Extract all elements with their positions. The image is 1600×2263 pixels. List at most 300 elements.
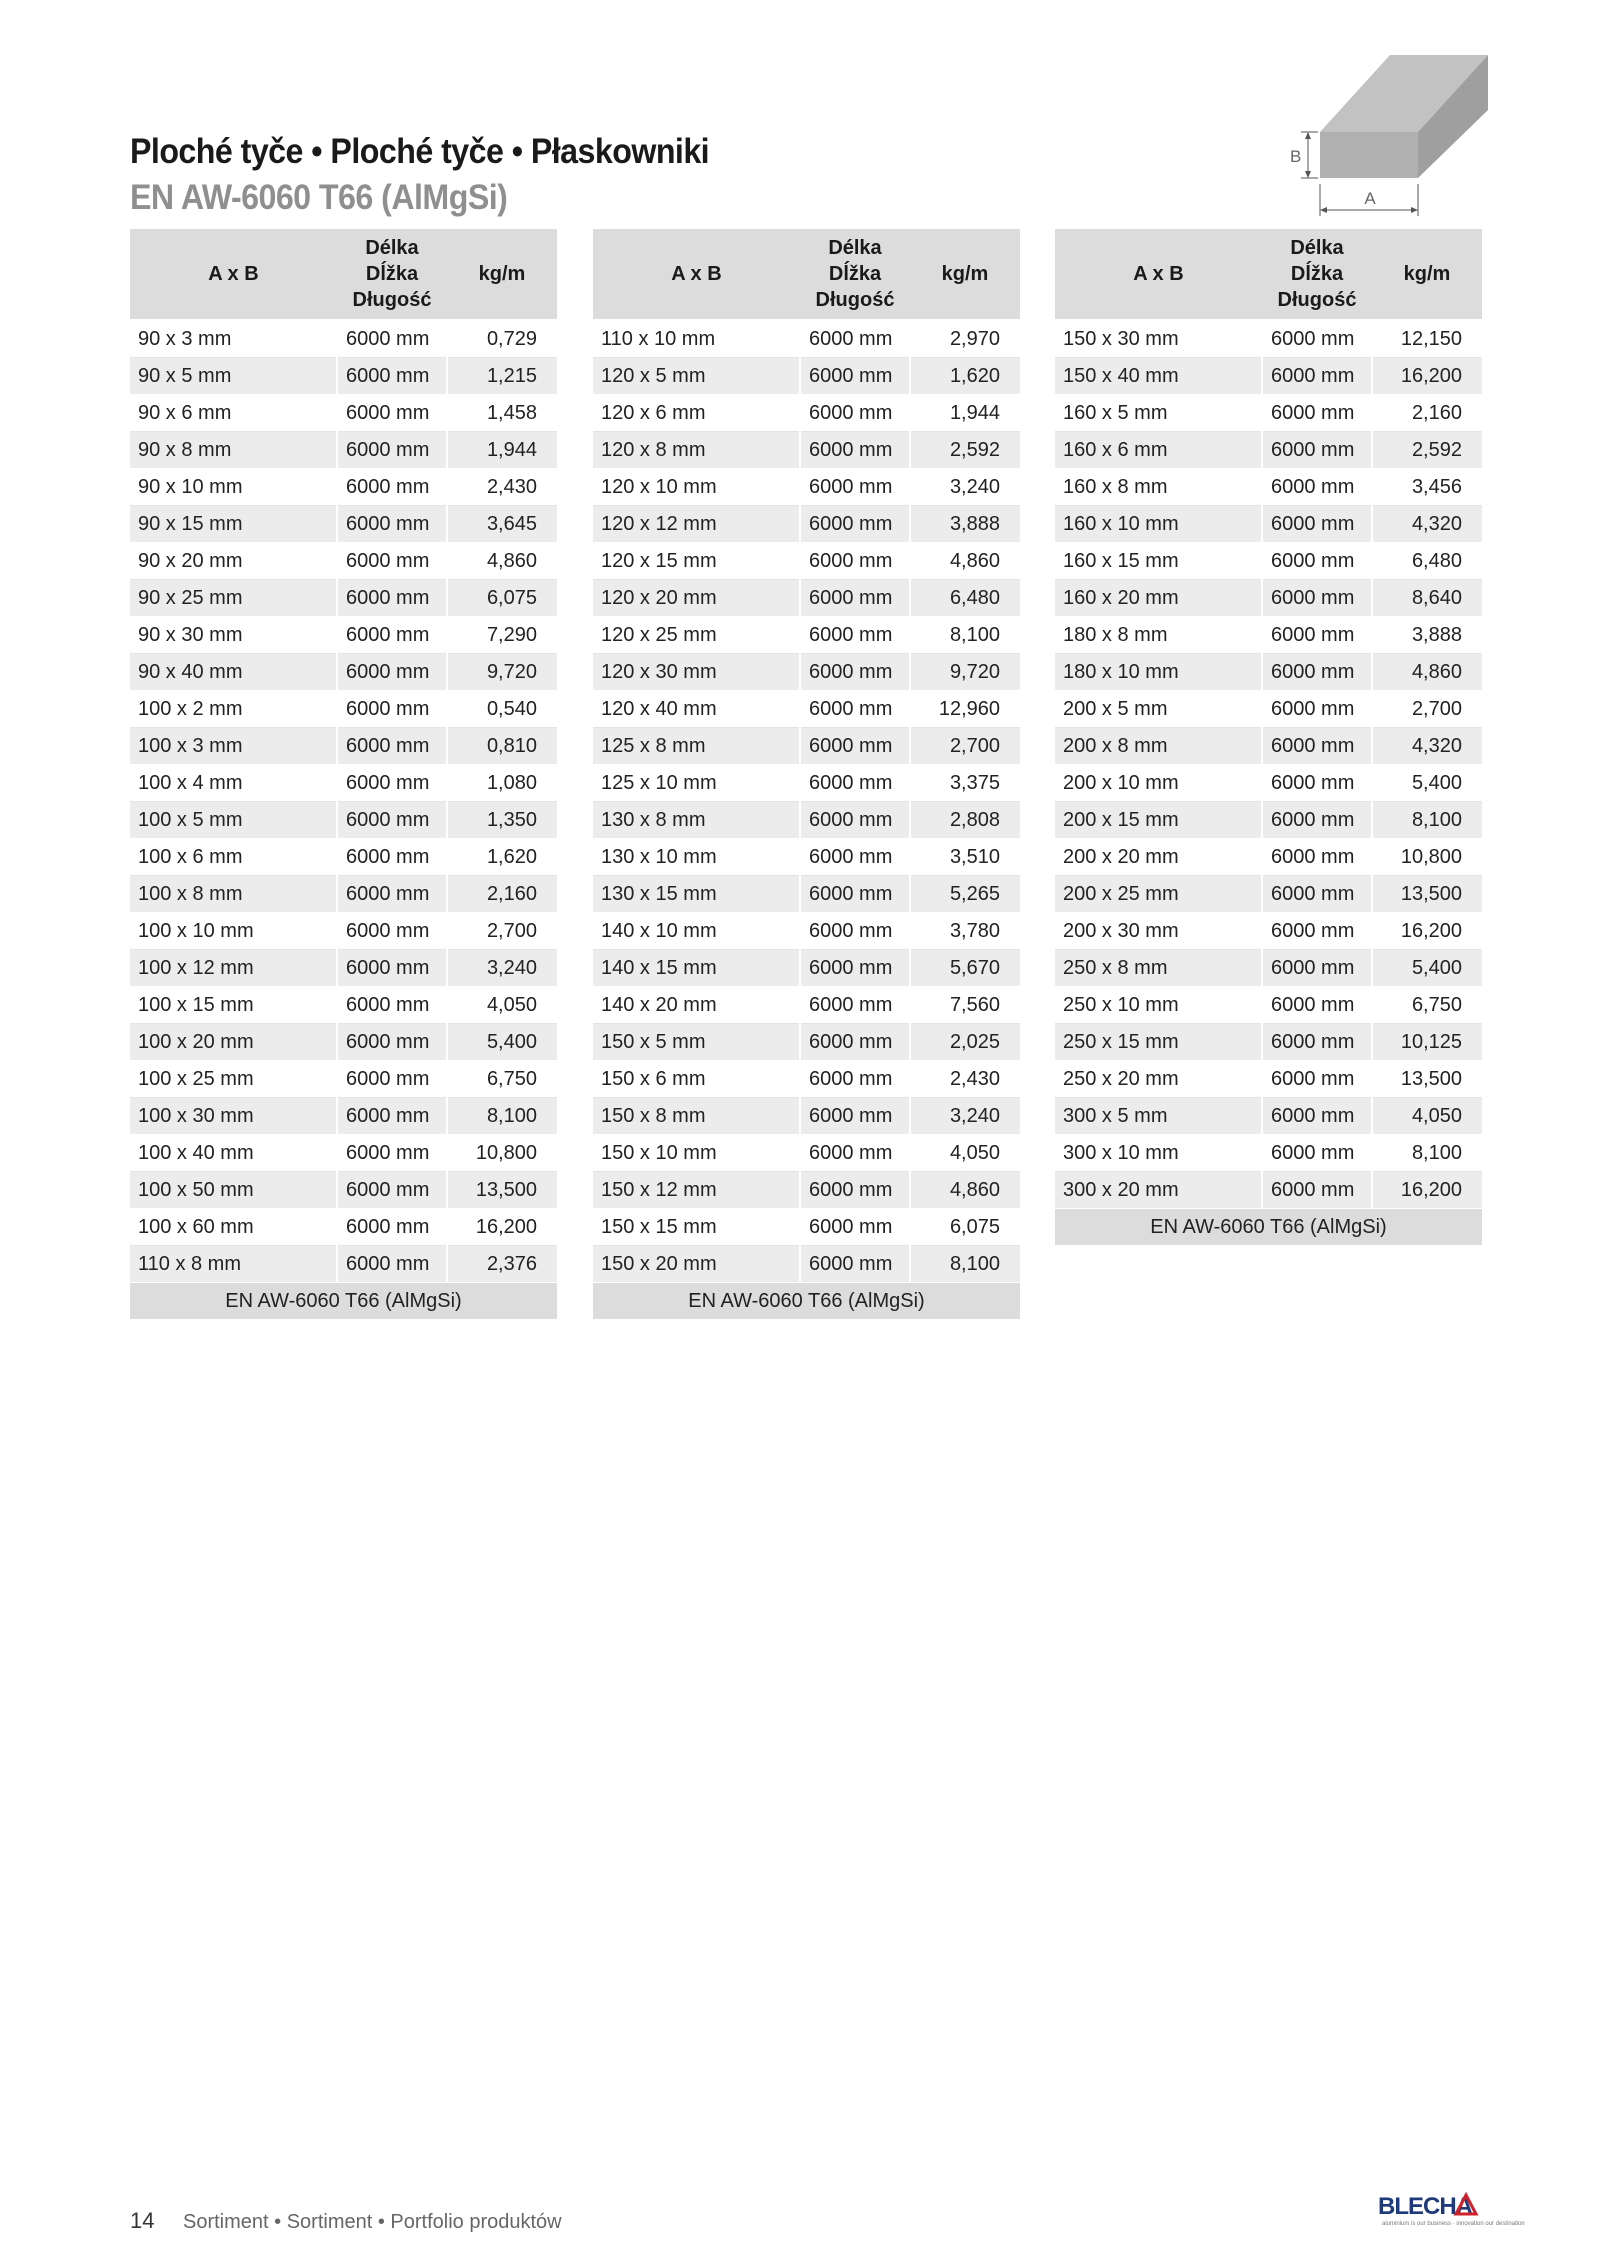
cell-dimensions: 100 x 50 mm [130, 1172, 337, 1209]
cell-length: 6000 mm [337, 802, 447, 839]
cell-weight: 2,700 [447, 913, 557, 950]
table-row [130, 765, 557, 802]
table-row [130, 580, 557, 617]
cell-length: 6000 mm [337, 506, 447, 543]
cell-length: 6000 mm [337, 358, 447, 395]
cell-dimensions: 120 x 5 mm [593, 358, 800, 395]
header-length-line: Długość [352, 289, 432, 311]
cell-length: 6000 mm [1262, 580, 1372, 617]
cell-length: 6000 mm [1262, 654, 1372, 691]
profile-table-3 [1055, 229, 1482, 1246]
cell-dimensions: 110 x 8 mm [130, 1246, 337, 1283]
cell-dimensions: 140 x 10 mm [593, 913, 800, 950]
cell-dimensions: 90 x 15 mm [130, 506, 337, 543]
cell-length: 6000 mm [337, 691, 447, 728]
table-row [130, 913, 557, 950]
cell-weight: 8,100 [910, 1246, 1020, 1283]
cell-weight: 5,670 [910, 950, 1020, 987]
cell-length: 6000 mm [337, 432, 447, 469]
cell-dimensions: 200 x 8 mm [1055, 728, 1262, 765]
cell-length: 6000 mm [800, 802, 910, 839]
table-row [593, 987, 1020, 1024]
flat-bar-diagram [1238, 50, 1488, 220]
cell-length: 6000 mm [337, 580, 447, 617]
table-row [593, 1172, 1020, 1209]
diagram-label-a: A [1364, 189, 1376, 208]
cell-length: 6000 mm [800, 876, 910, 913]
cell-weight: 8,100 [447, 1098, 557, 1135]
cell-dimensions: 90 x 25 mm [130, 580, 337, 617]
table-row [593, 432, 1020, 469]
table-row [593, 913, 1020, 950]
cell-weight: 2,430 [910, 1061, 1020, 1098]
cell-length: 6000 mm [1262, 1172, 1372, 1209]
cell-dimensions: 160 x 15 mm [1055, 543, 1262, 580]
cell-weight: 5,400 [1372, 950, 1482, 987]
table-row [130, 1172, 557, 1209]
table-row [130, 1209, 557, 1246]
table-row [593, 321, 1020, 358]
cell-length: 6000 mm [337, 543, 447, 580]
cell-length: 6000 mm [800, 765, 910, 802]
table-row [130, 1246, 557, 1283]
header-weight: kg/m [1372, 229, 1482, 319]
logo-tagline: aluminium is our business · innovation our destination [1382, 2221, 1525, 2227]
table-row [130, 839, 557, 876]
cell-length: 6000 mm [1262, 432, 1372, 469]
cell-length: 6000 mm [337, 1246, 447, 1283]
logo-text: BLECHA [1378, 2193, 1472, 2220]
cell-weight: 4,860 [447, 543, 557, 580]
cell-length: 6000 mm [800, 1209, 910, 1246]
cell-length: 6000 mm [1262, 358, 1372, 395]
header-length-line: Délka [828, 237, 882, 259]
cell-dimensions: 90 x 3 mm [130, 321, 337, 358]
table-row [593, 1135, 1020, 1172]
cell-length: 6000 mm [1262, 691, 1372, 728]
cell-weight: 2,592 [910, 432, 1020, 469]
cell-weight: 4,320 [1372, 506, 1482, 543]
table-row [1055, 802, 1482, 839]
cell-weight: 4,860 [1372, 654, 1482, 691]
cell-dimensions: 120 x 15 mm [593, 543, 800, 580]
cell-weight: 16,200 [1372, 358, 1482, 395]
cell-length: 6000 mm [337, 469, 447, 506]
cell-length: 6000 mm [1262, 839, 1372, 876]
table-row [593, 395, 1020, 432]
table-row [1055, 432, 1482, 469]
cell-dimensions: 180 x 10 mm [1055, 654, 1262, 691]
cell-weight: 2,700 [1372, 691, 1482, 728]
cell-weight: 0,540 [447, 691, 557, 728]
cell-weight: 6,750 [447, 1061, 557, 1098]
table-header-row [1055, 229, 1482, 319]
cell-dimensions: 140 x 20 mm [593, 987, 800, 1024]
cell-weight: 7,560 [910, 987, 1020, 1024]
cell-weight: 3,510 [910, 839, 1020, 876]
header-dimensions: A x B [593, 229, 800, 319]
cell-weight: 6,075 [447, 580, 557, 617]
cell-dimensions: 100 x 3 mm [130, 728, 337, 765]
cell-dimensions: 200 x 20 mm [1055, 839, 1262, 876]
cell-weight: 10,125 [1372, 1024, 1482, 1061]
cell-length: 6000 mm [337, 617, 447, 654]
cell-length: 6000 mm [800, 1098, 910, 1135]
table-footer-alloy: EN AW-6060 T66 (AlMgSi) [1055, 1209, 1482, 1246]
cell-length: 6000 mm [800, 395, 910, 432]
cell-weight: 9,720 [447, 654, 557, 691]
table-row [1055, 1098, 1482, 1135]
cell-weight: 1,080 [447, 765, 557, 802]
cell-weight: 4,050 [447, 987, 557, 1024]
cell-dimensions: 120 x 30 mm [593, 654, 800, 691]
table-row [593, 950, 1020, 987]
cell-dimensions: 150 x 15 mm [593, 1209, 800, 1246]
header-length-line: Délka [365, 237, 419, 259]
cell-weight: 16,200 [1372, 1172, 1482, 1209]
cell-dimensions: 160 x 8 mm [1055, 469, 1262, 506]
cell-weight: 3,888 [910, 506, 1020, 543]
cell-weight: 8,100 [1372, 802, 1482, 839]
cell-dimensions: 250 x 20 mm [1055, 1061, 1262, 1098]
table-row [1055, 654, 1482, 691]
cell-dimensions: 130 x 10 mm [593, 839, 800, 876]
cell-dimensions: 150 x 20 mm [593, 1246, 800, 1283]
table-header-row [130, 229, 557, 319]
cell-length: 6000 mm [800, 1246, 910, 1283]
table-row [130, 358, 557, 395]
cell-dimensions: 90 x 40 mm [130, 654, 337, 691]
cell-length: 6000 mm [337, 321, 447, 358]
cell-length: 6000 mm [800, 691, 910, 728]
cell-length: 6000 mm [1262, 913, 1372, 950]
table-row [1055, 617, 1482, 654]
cell-weight: 2,430 [447, 469, 557, 506]
table-row [130, 469, 557, 506]
table-row [593, 728, 1020, 765]
cell-weight: 16,200 [1372, 913, 1482, 950]
cell-dimensions: 120 x 40 mm [593, 691, 800, 728]
cell-length: 6000 mm [337, 1135, 447, 1172]
header-length [800, 229, 910, 319]
cell-dimensions: 100 x 6 mm [130, 839, 337, 876]
table-row [593, 580, 1020, 617]
cell-length: 6000 mm [1262, 543, 1372, 580]
diagram-label-b: B [1290, 147, 1302, 166]
cell-dimensions: 110 x 10 mm [593, 321, 800, 358]
page-title: Ploché tyče • Ploché tyče • Płaskowniki [130, 132, 710, 171]
table-row [593, 654, 1020, 691]
cell-dimensions: 250 x 10 mm [1055, 987, 1262, 1024]
table-row [130, 617, 557, 654]
cell-dimensions: 160 x 5 mm [1055, 395, 1262, 432]
cell-dimensions: 100 x 25 mm [130, 1061, 337, 1098]
cell-weight: 2,160 [1372, 395, 1482, 432]
table-row [1055, 321, 1482, 358]
table-row [593, 691, 1020, 728]
cell-length: 6000 mm [800, 432, 910, 469]
cell-dimensions: 120 x 25 mm [593, 617, 800, 654]
cell-length: 6000 mm [337, 1024, 447, 1061]
cell-dimensions: 160 x 20 mm [1055, 580, 1262, 617]
table-row [1055, 543, 1482, 580]
table-row [130, 1024, 557, 1061]
table-row [130, 987, 557, 1024]
table-row [1055, 728, 1482, 765]
cell-dimensions: 100 x 20 mm [130, 1024, 337, 1061]
profile-table-1 [130, 229, 557, 1320]
cell-dimensions: 150 x 8 mm [593, 1098, 800, 1135]
cell-length: 6000 mm [1262, 395, 1372, 432]
table-row [130, 691, 557, 728]
cell-weight: 13,500 [1372, 876, 1482, 913]
table-row [593, 543, 1020, 580]
cell-weight: 3,240 [447, 950, 557, 987]
table-row [593, 1209, 1020, 1246]
table-row [593, 1061, 1020, 1098]
cell-dimensions: 200 x 25 mm [1055, 876, 1262, 913]
cell-length: 6000 mm [1262, 802, 1372, 839]
cell-weight: 5,400 [447, 1024, 557, 1061]
header-weight: kg/m [910, 229, 1020, 319]
cell-weight: 4,050 [1372, 1098, 1482, 1135]
cell-weight: 4,860 [910, 543, 1020, 580]
table-row [593, 358, 1020, 395]
table-row [593, 765, 1020, 802]
cell-length: 6000 mm [800, 987, 910, 1024]
cell-weight: 10,800 [447, 1135, 557, 1172]
cell-weight: 1,620 [447, 839, 557, 876]
cell-length: 6000 mm [337, 913, 447, 950]
page-subtitle: EN AW-6060 T66 (AlMgSi) [130, 178, 508, 217]
cell-dimensions: 300 x 20 mm [1055, 1172, 1262, 1209]
table-row [1055, 1061, 1482, 1098]
cell-length: 6000 mm [800, 1135, 910, 1172]
cell-dimensions: 125 x 10 mm [593, 765, 800, 802]
table-row [1055, 691, 1482, 728]
table-row [1055, 950, 1482, 987]
cell-dimensions: 100 x 4 mm [130, 765, 337, 802]
table-row [1055, 1172, 1482, 1209]
cell-dimensions: 125 x 8 mm [593, 728, 800, 765]
table-row [130, 321, 557, 358]
cell-dimensions: 300 x 5 mm [1055, 1098, 1262, 1135]
table-row [1055, 876, 1482, 913]
table-row [130, 802, 557, 839]
cell-weight: 3,375 [910, 765, 1020, 802]
table-row [593, 1024, 1020, 1061]
cell-dimensions: 100 x 8 mm [130, 876, 337, 913]
cell-dimensions: 300 x 10 mm [1055, 1135, 1262, 1172]
cell-dimensions: 100 x 10 mm [130, 913, 337, 950]
table-row [130, 1098, 557, 1135]
table-row [130, 395, 557, 432]
cell-dimensions: 100 x 15 mm [130, 987, 337, 1024]
cell-dimensions: 150 x 12 mm [593, 1172, 800, 1209]
table-row [130, 1135, 557, 1172]
cell-dimensions: 90 x 30 mm [130, 617, 337, 654]
cell-length: 6000 mm [337, 876, 447, 913]
cell-length: 6000 mm [800, 913, 910, 950]
cell-weight: 1,944 [447, 432, 557, 469]
profile-table-2 [593, 229, 1020, 1320]
cell-length: 6000 mm [800, 321, 910, 358]
table-row [593, 876, 1020, 913]
header-length-line: Délka [1290, 237, 1344, 259]
cell-weight: 3,645 [447, 506, 557, 543]
cell-dimensions: 150 x 40 mm [1055, 358, 1262, 395]
cell-dimensions: 130 x 8 mm [593, 802, 800, 839]
table-footer-alloy: EN AW-6060 T66 (AlMgSi) [130, 1283, 557, 1320]
cell-length: 6000 mm [1262, 987, 1372, 1024]
header-dimensions: A x B [1055, 229, 1262, 319]
table-row [130, 506, 557, 543]
cell-length: 6000 mm [1262, 728, 1372, 765]
cell-weight: 3,456 [1372, 469, 1482, 506]
header-dimensions: A x B [130, 229, 337, 319]
cell-weight: 2,700 [910, 728, 1020, 765]
cell-weight: 7,290 [447, 617, 557, 654]
table-row [1055, 913, 1482, 950]
cell-dimensions: 100 x 2 mm [130, 691, 337, 728]
cell-length: 6000 mm [800, 1061, 910, 1098]
table-row [1055, 1024, 1482, 1061]
header-length [337, 229, 447, 319]
table-row [1055, 987, 1482, 1024]
cell-weight: 3,240 [910, 469, 1020, 506]
table-row [593, 839, 1020, 876]
cell-dimensions: 150 x 30 mm [1055, 321, 1262, 358]
cell-length: 6000 mm [800, 580, 910, 617]
cell-length: 6000 mm [800, 543, 910, 580]
table-row [1055, 1135, 1482, 1172]
cell-weight: 1,620 [910, 358, 1020, 395]
cell-dimensions: 150 x 5 mm [593, 1024, 800, 1061]
table-row [130, 1061, 557, 1098]
table-row [130, 432, 557, 469]
cell-length: 6000 mm [1262, 950, 1372, 987]
table-row [593, 1246, 1020, 1283]
cell-length: 6000 mm [1262, 617, 1372, 654]
cell-dimensions: 120 x 8 mm [593, 432, 800, 469]
cell-weight: 12,960 [910, 691, 1020, 728]
table-row [1055, 469, 1482, 506]
table-footer-alloy: EN AW-6060 T66 (AlMgSi) [593, 1283, 1020, 1320]
cell-dimensions: 120 x 10 mm [593, 469, 800, 506]
cell-dimensions: 90 x 10 mm [130, 469, 337, 506]
cell-length: 6000 mm [337, 654, 447, 691]
cell-weight: 8,640 [1372, 580, 1482, 617]
cell-dimensions: 160 x 10 mm [1055, 506, 1262, 543]
table-row [593, 802, 1020, 839]
cell-length: 6000 mm [337, 1061, 447, 1098]
cell-dimensions: 90 x 6 mm [130, 395, 337, 432]
header-weight: kg/m [447, 229, 557, 319]
cell-length: 6000 mm [337, 765, 447, 802]
cell-length: 6000 mm [337, 987, 447, 1024]
cell-length: 6000 mm [337, 395, 447, 432]
table-row [593, 469, 1020, 506]
cell-weight: 3,888 [1372, 617, 1482, 654]
cell-weight: 4,860 [910, 1172, 1020, 1209]
table-row [130, 876, 557, 913]
cell-length: 6000 mm [337, 1209, 447, 1246]
cell-weight: 9,720 [910, 654, 1020, 691]
cell-length: 6000 mm [1262, 765, 1372, 802]
header-length-line: Dĺžka [1290, 263, 1344, 285]
table-row [1055, 580, 1482, 617]
cell-weight: 4,320 [1372, 728, 1482, 765]
cell-weight: 4,050 [910, 1135, 1020, 1172]
table-row [593, 506, 1020, 543]
cell-dimensions: 100 x 60 mm [130, 1209, 337, 1246]
cell-length: 6000 mm [800, 358, 910, 395]
cell-length: 6000 mm [800, 654, 910, 691]
header-length-line: Długość [815, 289, 895, 311]
page-number: 14 [130, 2208, 155, 2233]
cell-length: 6000 mm [800, 728, 910, 765]
cell-dimensions: 160 x 6 mm [1055, 432, 1262, 469]
cell-length: 6000 mm [800, 1024, 910, 1061]
cell-weight: 2,025 [910, 1024, 1020, 1061]
cell-dimensions: 150 x 10 mm [593, 1135, 800, 1172]
table-row [1055, 765, 1482, 802]
cell-length: 6000 mm [1262, 506, 1372, 543]
table-row [1055, 395, 1482, 432]
cell-dimensions: 200 x 30 mm [1055, 913, 1262, 950]
table-row [593, 617, 1020, 654]
cell-dimensions: 200 x 5 mm [1055, 691, 1262, 728]
cell-length: 6000 mm [800, 1172, 910, 1209]
cell-weight: 5,265 [910, 876, 1020, 913]
cell-dimensions: 120 x 6 mm [593, 395, 800, 432]
cell-length: 6000 mm [800, 506, 910, 543]
cell-weight: 16,200 [447, 1209, 557, 1246]
cell-length: 6000 mm [1262, 1135, 1372, 1172]
cell-weight: 6,480 [910, 580, 1020, 617]
cell-weight: 2,592 [1372, 432, 1482, 469]
cell-length: 6000 mm [1262, 1061, 1372, 1098]
cell-weight: 2,808 [910, 802, 1020, 839]
cell-weight: 13,500 [447, 1172, 557, 1209]
cell-length: 6000 mm [337, 1098, 447, 1135]
cell-length: 6000 mm [800, 950, 910, 987]
cell-weight: 6,750 [1372, 987, 1482, 1024]
cell-weight: 8,100 [1372, 1135, 1482, 1172]
cell-dimensions: 90 x 20 mm [130, 543, 337, 580]
table-row [130, 728, 557, 765]
cell-dimensions: 180 x 8 mm [1055, 617, 1262, 654]
cell-length: 6000 mm [800, 469, 910, 506]
cell-dimensions: 100 x 30 mm [130, 1098, 337, 1135]
cell-dimensions: 140 x 15 mm [593, 950, 800, 987]
cell-dimensions: 120 x 12 mm [593, 506, 800, 543]
table-row [130, 654, 557, 691]
cell-length: 6000 mm [337, 728, 447, 765]
cell-dimensions: 150 x 6 mm [593, 1061, 800, 1098]
cell-weight: 0,729 [447, 321, 557, 358]
cell-dimensions: 130 x 15 mm [593, 876, 800, 913]
header-length-line: Długość [1277, 289, 1357, 311]
cell-weight: 2,970 [910, 321, 1020, 358]
cell-weight: 2,160 [447, 876, 557, 913]
table-header-row [593, 229, 1020, 319]
table-row [1055, 506, 1482, 543]
cell-dimensions: 90 x 8 mm [130, 432, 337, 469]
cell-weight: 10,800 [1372, 839, 1482, 876]
cell-length: 6000 mm [1262, 321, 1372, 358]
cell-dimensions: 120 x 20 mm [593, 580, 800, 617]
